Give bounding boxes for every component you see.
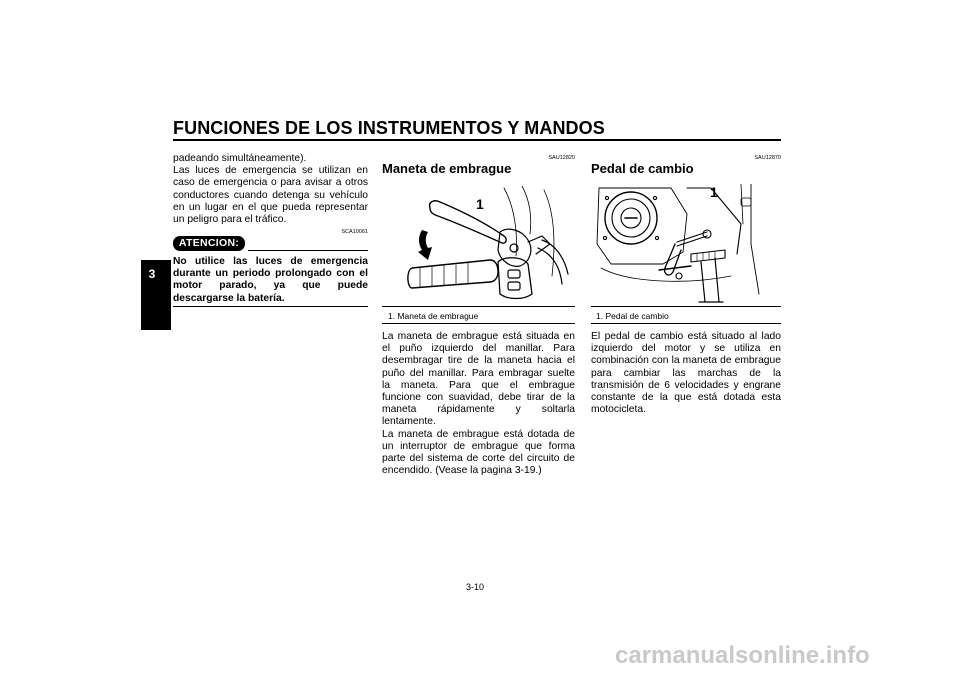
header-rule — [173, 139, 781, 141]
caution-text: No utilice las luces de emergencia durante un periodo prolongado con el motor parado, ya que puede descargarse la batería. — [173, 256, 368, 304]
clutch-caption-rule-bottom — [382, 323, 575, 324]
shift-pedal-drawing — [591, 184, 781, 304]
watermark-text: carmanualsonline.info — [615, 642, 870, 669]
clutch-lever-drawing — [404, 186, 574, 304]
clutch-section-title: Maneta de embrague — [382, 161, 512, 176]
shift-pedal-illustration — [591, 184, 781, 304]
shift-section-code: SAU12870 — [754, 155, 781, 161]
clutch-lever-illustration — [404, 186, 574, 304]
clutch-section-code: SAU12820 — [548, 155, 575, 161]
clutch-description: La maneta de embrague está situada en el puño izquierdo del manillar. Para desembragar tire de la maneta hacia el puño del manillar. Para embragar suelte la maneta. Para que el embrague funcione con suavidad, debe tirar de la maneta rápidamente y soltarla lentamente. La maneta de embrague está dotada de un interruptor de embrague que forma parte del sistema de corte del circuito de encendido. (Vease la pagina 3-19.) — [382, 331, 575, 477]
shift-section-title: Pedal de cambio — [591, 161, 694, 176]
clutch-caption-rule — [382, 306, 575, 307]
clutch-callout-number: 1 — [476, 196, 484, 212]
caution-bottom-rule — [173, 306, 368, 307]
caution-badge: ATENCION: — [173, 236, 245, 251]
page-number: 3-10 — [466, 582, 485, 592]
shift-caption: 1. Pedal de cambio — [596, 311, 669, 321]
caution-rule — [248, 250, 368, 251]
caution-code: SCA10061 — [341, 229, 368, 235]
shift-caption-rule-bottom — [591, 323, 781, 324]
shift-caption-rule — [591, 306, 781, 307]
pull-direction-arrow-icon — [418, 230, 432, 260]
hazard-light-paragraph: padeando simultáneamente). Las luces de emergencia se utilizan en caso de emergencia o para avisar a otros conductores cuando detenga su vehículo en un lugar en el que pueda representar un peligro para el tráfico. — [173, 153, 368, 226]
page-title: FUNCIONES DE LOS INSTRUMENTOS Y MANDOS — [173, 118, 605, 138]
chapter-number: 3 — [148, 267, 156, 281]
shift-callout-number: 1 — [710, 184, 718, 200]
clutch-caption: 1. Maneta de embrague — [388, 311, 479, 321]
shift-description: El pedal de cambio está situado al lado izquierdo del motor y se utiliza en combinación con la maneta de embrague para cambiar las marchas de la transmisión de 6 velocidades y engrane constante de la que está dotada esta motocicleta. — [591, 331, 781, 416]
